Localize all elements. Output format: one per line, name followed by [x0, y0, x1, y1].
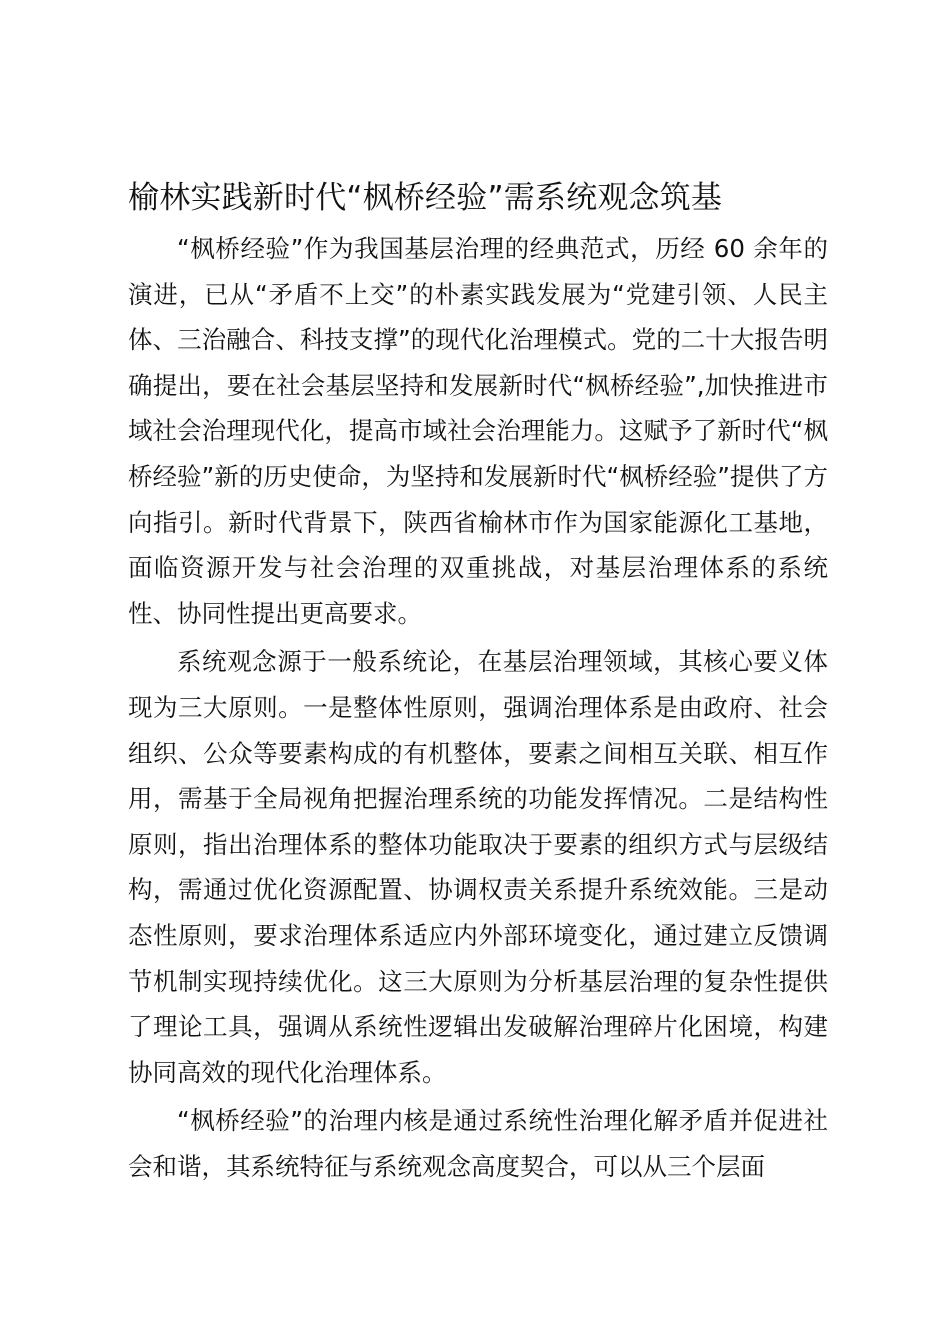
document-body	[128, 226, 828, 1192]
paragraph-3: “枫桥经验”的治理内核是通过系统性治理化解矛盾并促进社会和谐，其系统特征与系统观念高度契合，可以从三个层面	[128, 1106, 828, 1181]
paragraph-2: 系统观念源于一般系统论，在基层治理领域，其核心要义体现为三大原则。一是整体性原则，强调治理体系是由政府、社会组织、公众等要素构成的有机整体，要素之间相互关联、相互作用，需基于全局视角把握治理系统的功能发挥情况。二是结构性原则，指出治理体系的整体功能取决于要素的组织方式与层级结构，需通过优化资源配置、协调权责关系提升系统效能。三是动态性原则，要求治理体系适应内外部环境变化，通过建立反馈调节机制实现持续优化。这三大原则为分析基层治理的复杂性提供了理论工具，强调从系统性逻辑出发破解治理碎片化困境，构建协同高效的现代化治理体系。	[128, 647, 828, 1087]
document-title: 榆林实践新时代“枫桥经验”需系统观念筑基	[128, 180, 723, 216]
paragraph-1: “枫桥经验”作为我国基层治理的经典范式，历经 60 余年的演进，已从“矛盾不上交”的朴素实践发展为“党建引领、人民主体、三治融合、科技支撑”的现代化治理模式。党的二十大报告明确提出，要在社会基层坚持和发展新时代“枫桥经验”,加快推进市域社会治理现代化，提高市域社会治理能力。这赋予了新时代“枫桥经验”新的历史使命，为坚持和发展新时代“枫桥经验”提供了方向指引。新时代背景下，陕西省榆林市作为国家能源化工基地，面临资源开发与社会治理的双重挑战，对基层治理体系的系统性、协同性提出更高要求。	[128, 234, 828, 628]
